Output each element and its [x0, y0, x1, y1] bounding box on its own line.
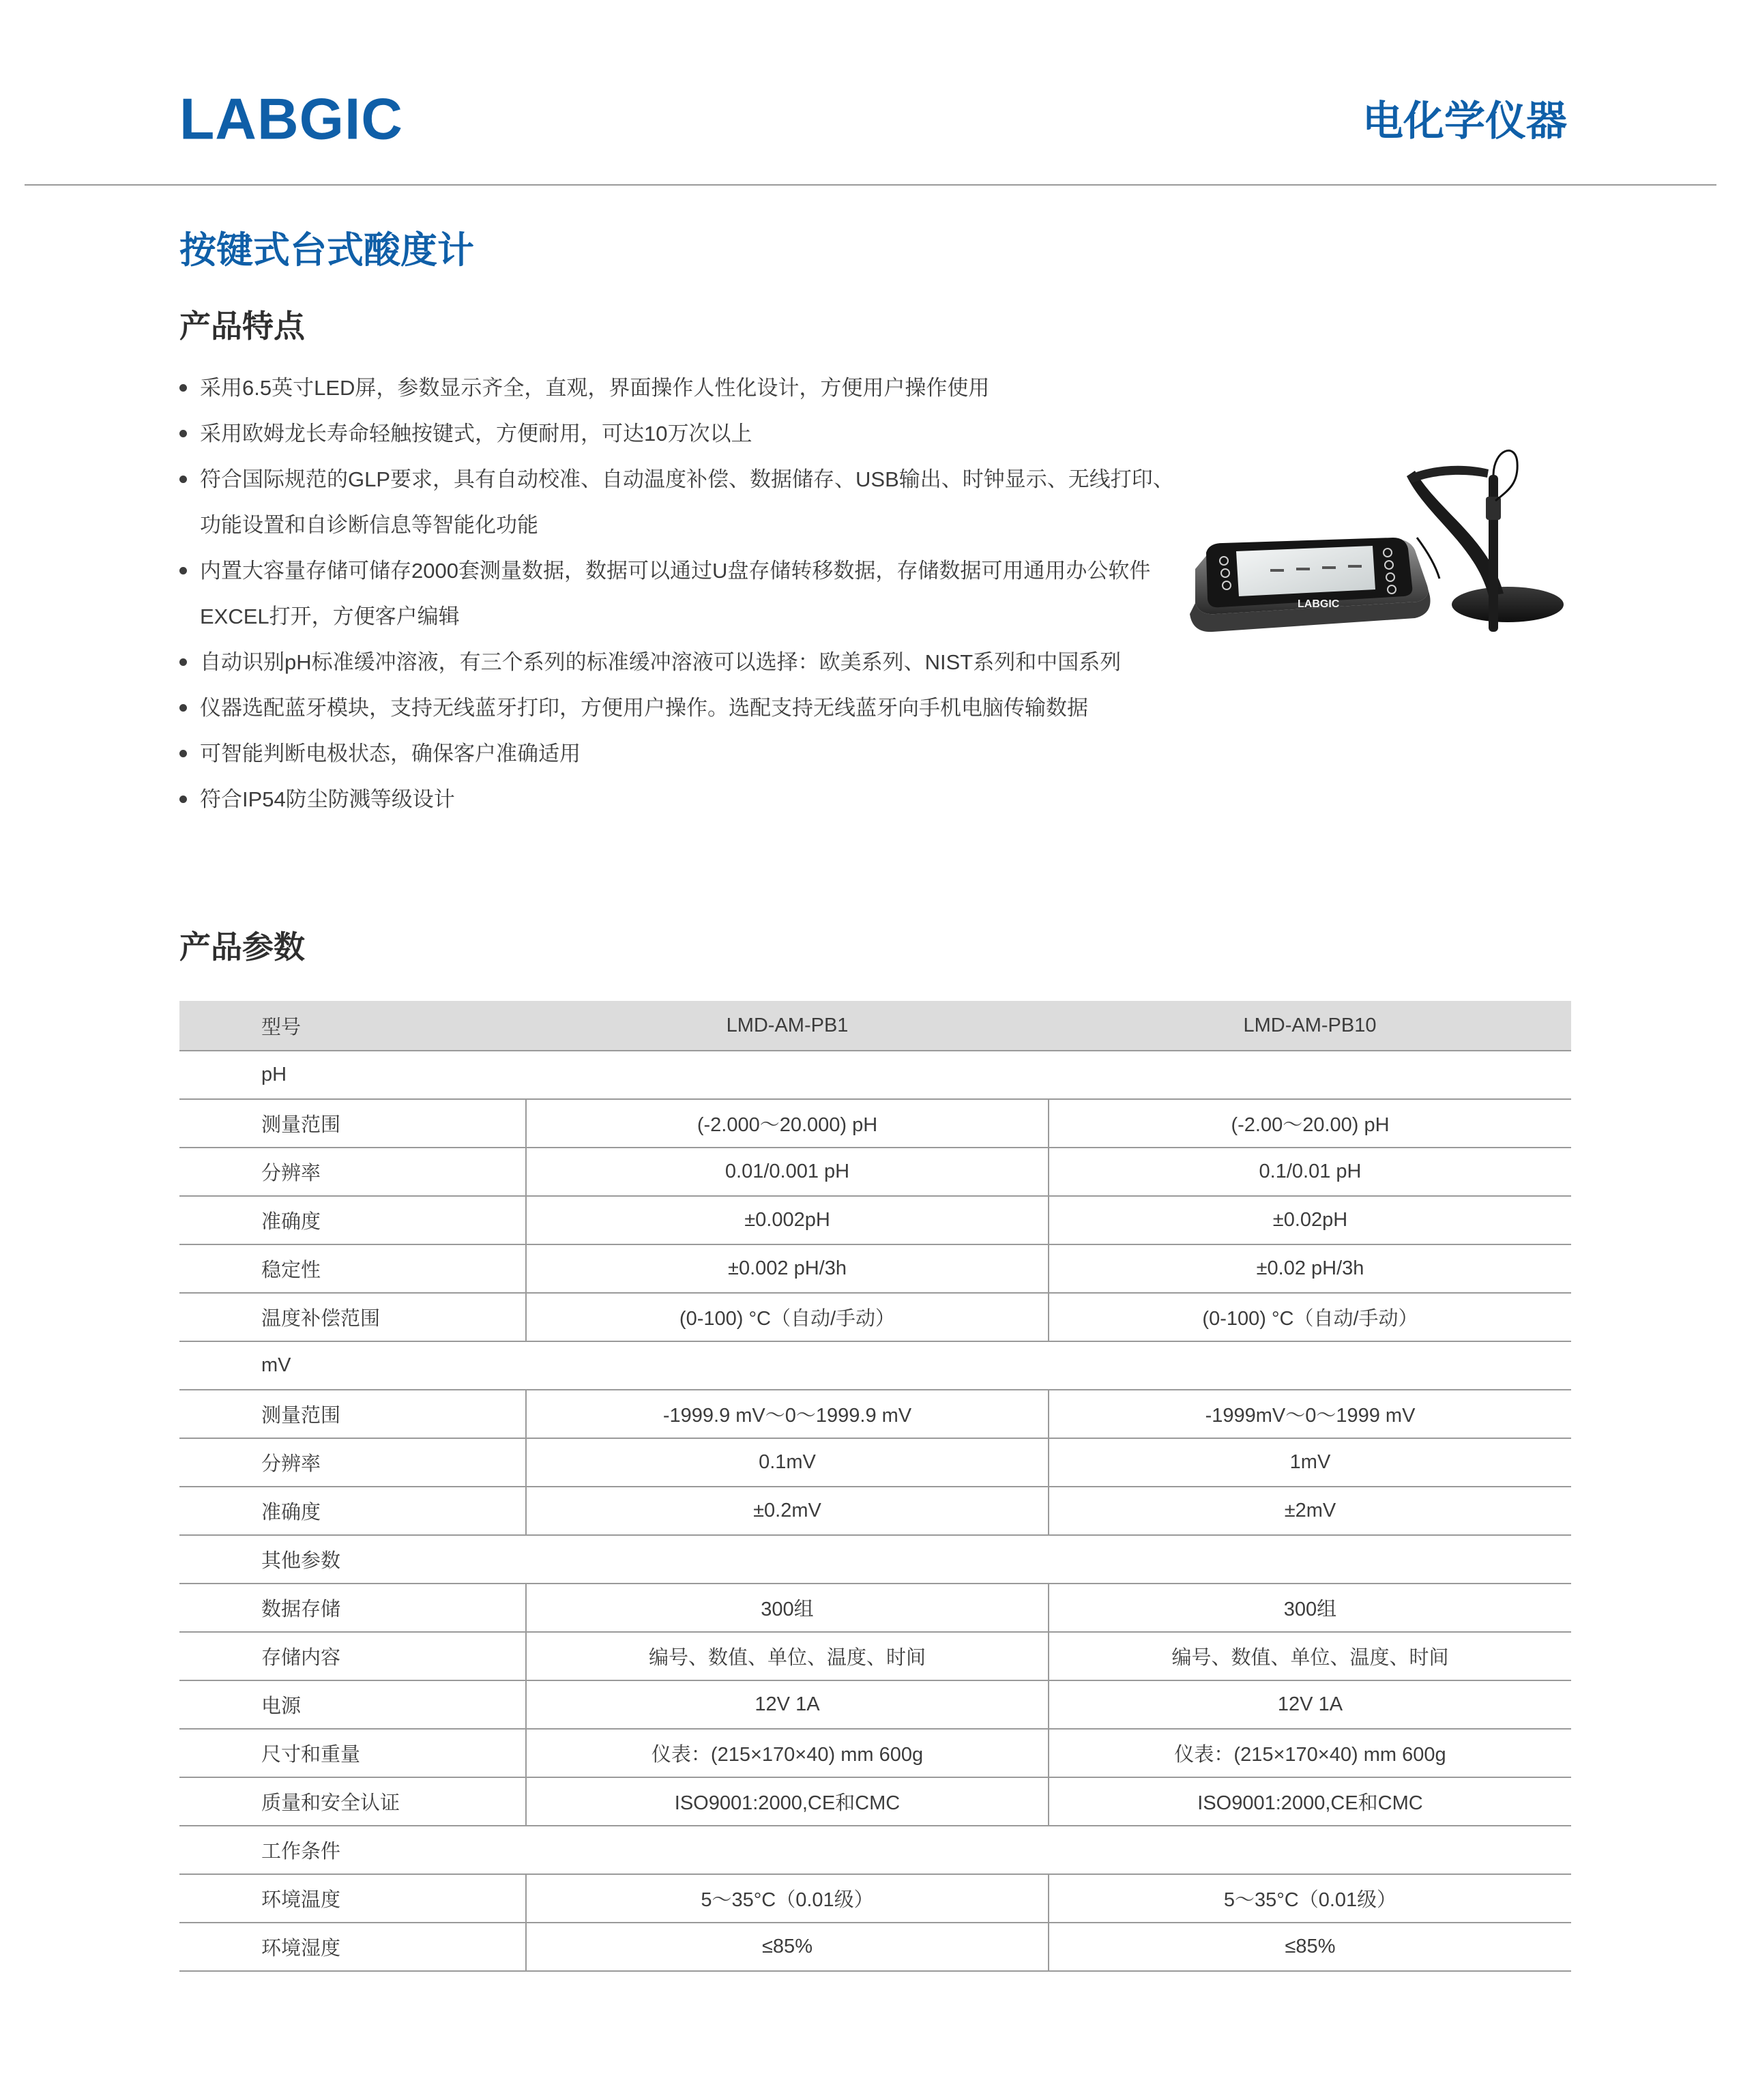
table-row	[179, 1438, 1571, 1487]
row-value-1: (-2.000～20.000) pH	[526, 1099, 1049, 1148]
row-value-2: 5～35°C（0.01级）	[1049, 1874, 1571, 1923]
bullet-icon	[179, 796, 187, 803]
row-value-2: ±2mV	[1049, 1487, 1571, 1535]
bullet-icon	[179, 750, 187, 757]
table-header-row	[179, 1001, 1571, 1051]
table-row	[179, 1293, 1571, 1341]
table-row	[179, 1584, 1571, 1632]
group-row	[179, 1051, 1571, 1099]
bullet-icon	[179, 567, 187, 574]
table-row	[179, 1777, 1571, 1826]
feature-item	[179, 685, 1182, 731]
group-title: 工作条件	[179, 1826, 1571, 1874]
header-model-2: LMD-AM-PB10	[1049, 1001, 1571, 1051]
group-row	[179, 1826, 1571, 1874]
row-value-1: -1999.9 mV～0～1999.9 mV	[526, 1390, 1049, 1438]
product-title: 按键式台式酸度计	[179, 230, 474, 271]
feature-item	[179, 365, 1182, 411]
header-divider	[25, 184, 1716, 186]
row-label: 分辨率	[179, 1148, 526, 1196]
bullet-icon	[179, 658, 187, 666]
feature-item	[179, 731, 1182, 776]
row-value-2: ≤85%	[1049, 1923, 1571, 1971]
brand-logo: LABGIC	[179, 86, 403, 151]
feature-item	[179, 548, 1182, 639]
bullet-icon	[179, 704, 187, 712]
row-label: 环境温度	[179, 1874, 526, 1923]
row-value-1: 0.1mV	[526, 1438, 1049, 1487]
row-value-2: ±0.02pH	[1049, 1196, 1571, 1244]
table-row	[179, 1729, 1571, 1777]
table-row	[179, 1390, 1571, 1438]
device-logo-text: LABGIC	[1298, 598, 1340, 610]
header-model-1: LMD-AM-PB1	[526, 1001, 1049, 1051]
row-value-2: ±0.02 pH/3h	[1049, 1244, 1571, 1293]
table-row	[179, 1099, 1571, 1148]
row-label: 电源	[179, 1680, 526, 1729]
row-value-1: 12V 1A	[526, 1680, 1049, 1729]
feature-text: 内置大容量存储可储存2000套测量数据，数据可以通过U盘存储转移数据，存储数据可用通用办公软件EXCEL打开，方便客户编辑	[200, 559, 1151, 628]
features-heading: 产品特点	[179, 308, 305, 344]
table-row	[179, 1923, 1571, 1971]
row-value-2: 编号、数值、单位、温度、时间	[1049, 1632, 1571, 1680]
feature-item	[179, 776, 1182, 822]
feature-list	[179, 365, 1182, 822]
row-label: 数据存储	[179, 1584, 526, 1632]
row-value-1: ±0.2mV	[526, 1487, 1049, 1535]
table-row	[179, 1244, 1571, 1293]
row-value-1: ≤85%	[526, 1923, 1049, 1971]
feature-text: 可智能判断电极状态，确保客户准确适用	[200, 742, 581, 765]
stand-base	[1452, 587, 1564, 622]
params-heading: 产品参数	[179, 929, 305, 965]
row-value-2: 0.1/0.01 pH	[1049, 1148, 1571, 1196]
row-label: 准确度	[179, 1487, 526, 1535]
row-value-1: 仪表：(215×170×40) mm 600g	[526, 1729, 1049, 1777]
row-value-1: ±0.002 pH/3h	[526, 1244, 1049, 1293]
row-value-2: (0-100) °C（自动/手动）	[1049, 1293, 1571, 1341]
row-label: 存储内容	[179, 1632, 526, 1680]
row-value-2: 仪表：(215×170×40) mm 600g	[1049, 1729, 1571, 1777]
row-value-2: -1999mV～0～1999 mV	[1049, 1390, 1571, 1438]
table-row	[179, 1680, 1571, 1729]
row-value-2: (-2.00～20.00) pH	[1049, 1099, 1571, 1148]
row-value-1: (0-100) °C（自动/手动）	[526, 1293, 1049, 1341]
bullet-icon	[179, 430, 187, 437]
feature-text: 采用欧姆龙长寿命轻触按键式，方便耐用，可达10万次以上	[200, 422, 752, 446]
feature-text: 采用6.5英寸LED屏，参数显示齐全，直观，界面操作人性化设计，方便用户操作使用	[200, 376, 990, 400]
row-label: 分辨率	[179, 1438, 526, 1487]
row-value-1: 编号、数值、单位、温度、时间	[526, 1632, 1049, 1680]
feature-item	[179, 456, 1182, 548]
table-row	[179, 1148, 1571, 1196]
group-row	[179, 1341, 1571, 1390]
group-title: 其他参数	[179, 1535, 1571, 1584]
feature-text: 自动识别pH标准缓冲溶液，有三个系列的标准缓冲溶液可以选择：欧美系列、NIST系列和中国系列	[200, 650, 1122, 674]
row-label: 稳定性	[179, 1244, 526, 1293]
meter-screen	[1236, 546, 1375, 596]
group-title: mV	[179, 1341, 1571, 1390]
bullet-icon	[179, 384, 187, 392]
feature-text: 仪器选配蓝牙模块，支持无线蓝牙打印，方便用户操作。选配支持无线蓝牙向手机电脑传输数据	[200, 696, 1088, 720]
row-label: 测量范围	[179, 1390, 526, 1438]
bullet-icon	[179, 476, 187, 483]
ph-meter-image	[1168, 435, 1591, 674]
table-row	[179, 1196, 1571, 1244]
table-row	[179, 1874, 1571, 1923]
header-label: 型号	[179, 1001, 526, 1051]
table-row	[179, 1632, 1571, 1680]
category-title: 电化学仪器	[1362, 98, 1567, 144]
row-value-2: 300组	[1049, 1584, 1571, 1632]
feature-item	[179, 639, 1182, 685]
feature-text: 符合国际规范的GLP要求，具有自动校准、自动温度补偿、数据储存、USB输出、时钟显示、无线打印、功能设置和自诊断信息等智能化功能	[200, 467, 1174, 537]
row-value-1: ISO9001:2000,CE和CMC	[526, 1777, 1049, 1826]
table-row	[179, 1487, 1571, 1535]
spec-table	[179, 1001, 1571, 1972]
row-value-2: 1mV	[1049, 1438, 1571, 1487]
group-row	[179, 1535, 1571, 1584]
row-label: 质量和安全认证	[179, 1777, 526, 1826]
row-label: 温度补偿范围	[179, 1293, 526, 1341]
row-value-1: ±0.002pH	[526, 1196, 1049, 1244]
row-value-2: ISO9001:2000,CE和CMC	[1049, 1777, 1571, 1826]
row-value-1: 0.01/0.001 pH	[526, 1148, 1049, 1196]
row-value-1: 5～35°C（0.01级）	[526, 1874, 1049, 1923]
row-value-2: 12V 1A	[1049, 1680, 1571, 1729]
row-label: 准确度	[179, 1196, 526, 1244]
row-label: 尺寸和重量	[179, 1729, 526, 1777]
row-label: 测量范围	[179, 1099, 526, 1148]
row-value-1: 300组	[526, 1584, 1049, 1632]
group-title: pH	[179, 1051, 1571, 1099]
row-label: 环境湿度	[179, 1923, 526, 1971]
feature-text: 符合IP54防尘防溅等级设计	[200, 787, 455, 811]
feature-item	[179, 411, 1182, 456]
